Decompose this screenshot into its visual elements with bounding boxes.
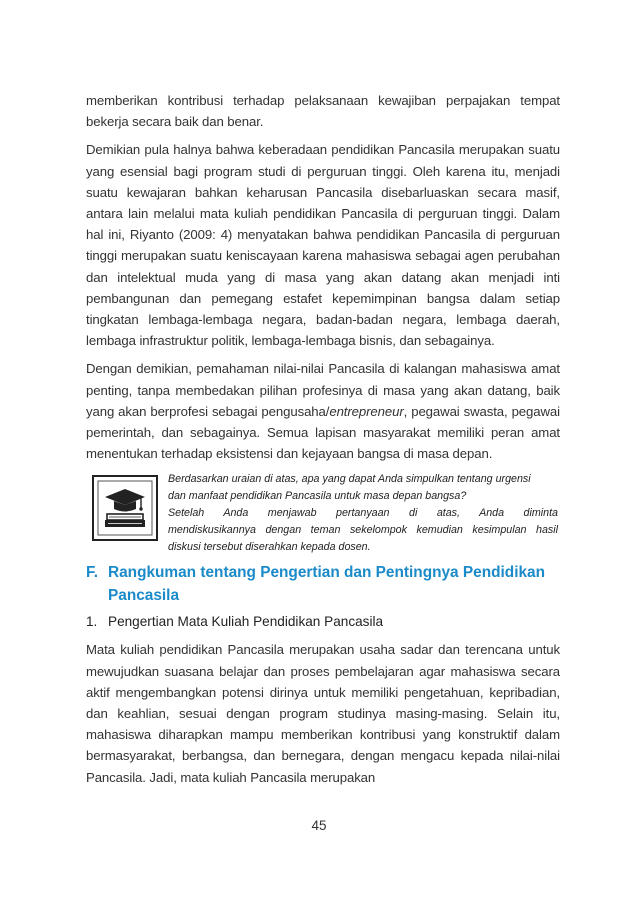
paragraph-student-understanding [86, 358, 560, 464]
activity-line: dan manfaat pendidikan Pancasila untuk masa depan bangsa? [168, 490, 467, 503]
subsection-title: Pengertian Mata Kuliah Pendidikan Pancasila [108, 614, 384, 630]
italic-term-entrepreneur: entrepreneur [329, 403, 404, 419]
paragraph-continuation: memberikan kontribusi terhadap pelaksanaan kewajiban perpajakan tempat bekerja secara baik dan benar. [86, 93, 560, 130]
activity-line: mendiskusikannya dengan teman sekelompok kemudian kesimpulan hasil [168, 523, 558, 536]
subsection-number: 1. [86, 614, 98, 630]
subsection-heading [86, 611, 560, 632]
activity-line: diskusi tersebut diserahkan kepada dosen. [168, 540, 371, 553]
page-number: 45 [311, 818, 327, 833]
activity-box [86, 471, 560, 551]
paragraph-course-definition: Mata kuliah pendidikan Pancasila merupakan usaha sadar dan terencana untuk mewujudkan suasana belajar dan proses pembelajaran agar mahasiswa secara aktif mengembangkan potensi dirinya untuk memiliki pengetahuan, kepribadian, dan keahlian, sesuai dengan program studinya masing-masing. Selain itu, mahasiswa diharapkan mampu memberikan kontribusi yang konstruktif dalam bermasyarakat, berbangsa, dan bernegara, dengan mengacu kepada nilai-nilai Pancasila. Jadi, mata kuliah Pancasila merupakan [86, 642, 560, 785]
activity-line: Setelah Anda menjawab pertanyaan di atas, Anda diminta [168, 507, 558, 520]
section-title: Rangkuman tentang Pengertian dan Pentingnya Pendidikan Pancasila [108, 564, 545, 605]
page-content [86, 90, 560, 795]
activity-instruction-text [168, 471, 558, 555]
graduation-cap-icon [92, 475, 158, 541]
paragraph-text-end: , pegawai swasta, pegawai pemerintah, dan sebagainya. Semua lapisan masyarakat memiliki peran amat menentukan terhadap eksistensi dan kejayaan bangsa di masa depan. [86, 403, 560, 462]
section-heading [86, 561, 560, 607]
section-letter: F. [86, 564, 98, 582]
activity-line: Berdasarkan uraian di atas, apa yang dapat Anda simpulkan tentang urgensi [168, 473, 531, 486]
paragraph-text-start: Dengan demikian, pemahaman nilai-nilai Pancasila di kalangan mahasiswa amat penting, tanpa membedakan pilihan profesinya di masa yang akan datang, baik yang akan berprofesi sebagai pengusaha/ [86, 361, 560, 419]
paragraph-pancasila-essential: Demikian pula halnya bahwa keberadaan pendidikan Pancasila merupakan suatu yang esensial bagi program studi di perguruan tinggi. Oleh karena itu, menjadi suatu kewajaran bahkan keharusan Pancasila disebarluaskan secara masif, antara lain melalui mata kuliah pendidikan Pancasila di perguruan tinggi. Dalam hal ini, Riyanto (2009: 4) menyatakan bahwa pendidikan Pancasila di perguruan tinggi merupakan suatu keniscayaan karena mahasiswa sebagai agen perubahan dan intelektual muda yang di masa yang akan datang akan menjadi inti pembangunan dan pemegang estafet kepemimpinan bangsa dalam setiap tingkatan lembaga-lembaga negara, badan-badan negara, lembaga daerah, lembaga infrastruktur politik, lembaga-lembaga bisnis, dan sebagainya. [86, 142, 560, 349]
